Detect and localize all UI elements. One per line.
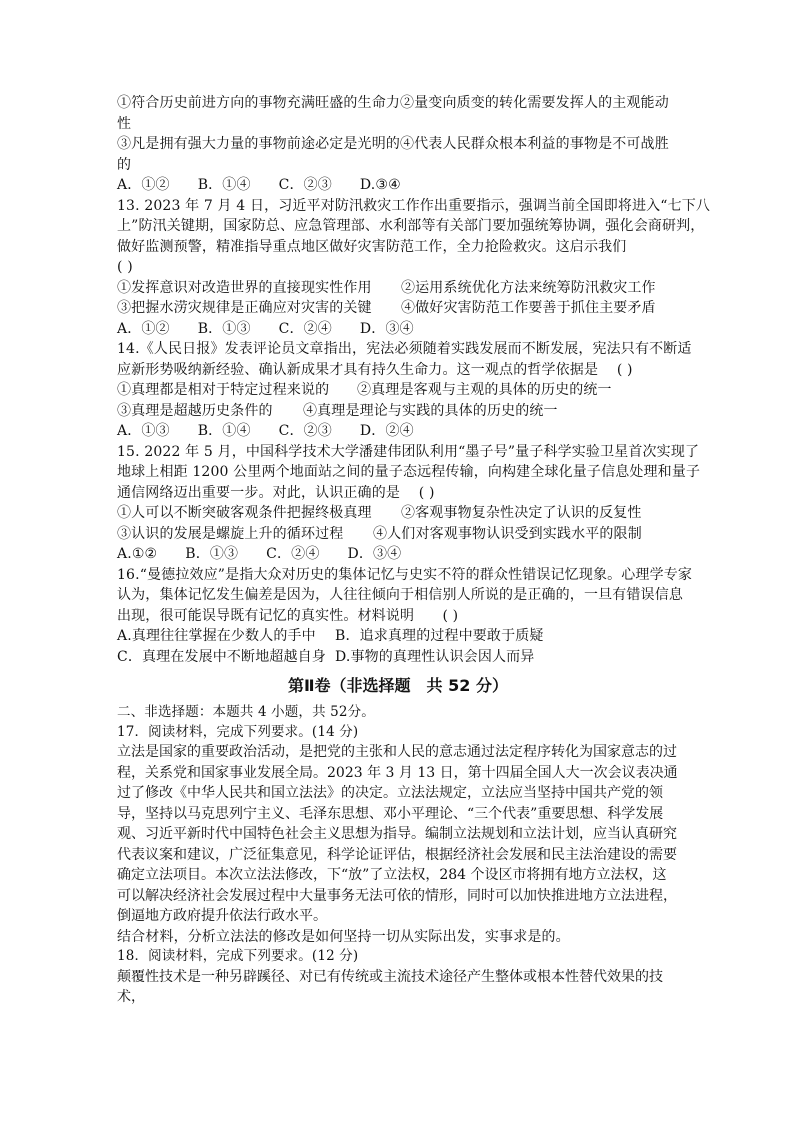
statement-4: ④人们对客观事物认识受到实践水平的限制: [373, 525, 642, 542]
statement-1: ①发挥意识对改造世界的直接现实性作用: [117, 279, 372, 296]
option-a: A．①②: [117, 177, 170, 193]
question-text: 通信网络迈出重要一步。对此，认识正确的是 ( ): [117, 484, 435, 501]
answer-options: [117, 319, 679, 340]
question-text: 出现，很可能误导既有记忆的真实性。材料说明 ( ): [117, 607, 459, 624]
answer-options: [117, 544, 679, 565]
option-d: D．②④: [359, 423, 414, 439]
statement-2: ②运用系统优化方法来统筹防汛救灾工作: [401, 279, 656, 296]
question-12-statements: [117, 93, 679, 196]
statement-line: 的: [117, 156, 132, 173]
options-row: [117, 647, 679, 668]
statement-2: ②客观事物复杂性决定了认识的反复性: [401, 505, 642, 521]
option-a: A.真理往往掌握在少数人的手中: [117, 628, 316, 644]
question-text: 14.《人民日报》发表评论员文章指出，宪法必须随着实践发展而不断发展，宪法只有不断适: [117, 341, 692, 357]
statement-3: ③把握水涝灾规律是正确应对灾害的关键: [117, 300, 372, 316]
option-a: A．①③: [117, 423, 170, 439]
question-heading: 18．阅读材料，完成下列要求。(12 分): [117, 948, 359, 964]
question-14: [117, 339, 692, 442]
statement-1: ①人可以不断突破客观条件把握终极真理: [117, 505, 372, 521]
statements-row: [117, 503, 679, 524]
answer-blank: ( ): [117, 259, 133, 275]
statement-3: ③认识的发展是螺旋上升的循环过程: [117, 525, 344, 542]
option-b: B．追求真理的过程中要敢于质疑: [335, 628, 544, 644]
option-d: D．③④: [359, 320, 414, 337]
statement-line: ③凡是拥有强大力量的事物前途必定是光明的④代表人民群众根本利益的事物是不可战胜: [117, 136, 669, 152]
material-paragraph: 立法是国家的重要政治活动，是把党的主张和人民的意志通过法定程序转化为国家意志的过程，关系党和国家事业发展全局。2023 年 3 月 13 日，第十四届全国人大一次会议表决通过了修改《中华人民共和国立法法》的决定。立法法规定，立法应当坚持中国共产党的领导，坚持以马克思列宁主义、毛泽东思想、邓小平理论、“三个代表”重要思想、科学发展观、习近平新时代中国特色社会主义思想为指导。编制立法规划和立法计划，应当认真研究代表议案和建议，广泛征集意见，科学论证评估，根据经济社会发展和民主法治建设的需要确定立法项目。本次立法法修改，下“放”了立法权，284 个设区市将拥有地方立法权，这可以解决经济社会发展过程中大量事务无法可依的情形，同时可以加快推进地方立法进程，倒逼地方政府提升依法行政水平。: [117, 744, 678, 924]
statements-row: [117, 524, 679, 545]
section-title: 第Ⅱ卷（非选择题 共 52 分）: [288, 676, 508, 695]
statements-row: [117, 298, 679, 319]
question-task: 结合材料，分析立法法的修改是如何坚持一切从实际出发，实事求是的。: [117, 928, 570, 945]
question-15: [117, 442, 701, 565]
question-text: 认为，集体记忆发生偏差是因为，人往往倾向于相信别人所说的是正确的，一旦有错误信息: [117, 587, 683, 603]
option-b: B．①③: [185, 546, 239, 562]
statement-2: ②真理是客观与主观的具体的历史的统一: [357, 382, 612, 398]
statement-line: 性: [117, 115, 132, 132]
statements-row: [117, 401, 679, 422]
statements-row: [117, 380, 679, 401]
option-b: B．①④: [197, 423, 251, 439]
statement-1: ①真理都是相对于特定过程来说的: [117, 382, 330, 398]
statement-3: ③真理是超越历史条件的: [117, 402, 273, 419]
option-c: C．真理在发展中不断地超越自身: [117, 648, 326, 665]
option-a: A.①②: [117, 546, 158, 562]
question-16: [117, 565, 693, 668]
option-d: D．③④: [347, 546, 402, 562]
question-text: 15. 2022 年 5 月，中国科学技术大学潘建伟团队利用“墨子号”量子科学实验卫星首次实现了: [117, 443, 700, 460]
option-c: C．②④: [278, 320, 332, 337]
material-paragraph: 颠覆性技术是一种另辟蹊径、对已有传统或主流技术途径产生整体或根本性替代效果的技术，: [117, 968, 663, 1005]
question-text: 上”防汛关键期，国家防总、应急管理部、水利部等有关部门要加强统筹协调，强化会商研判，: [117, 218, 705, 234]
option-d: D.事物的真理性认识会因人而异: [335, 648, 535, 665]
section-intro: 二、非选择题：本题共 4 小题，共 52分。: [117, 704, 375, 720]
option-c: C．②④: [266, 546, 320, 562]
question-text: 地球上相距 1200 公里两个地面站之间的量子态远程传输，向构建全球化量子信息处理和量子: [117, 464, 701, 480]
statement-4: ④做好灾害防范工作要善于抓住主要矛盾: [401, 300, 656, 316]
option-d: D.③④: [359, 177, 401, 193]
question-text: 16.“曼德拉效应”是指大众对历史的集体记忆与史实不符的群众性错误记忆现象。心理学专家: [117, 566, 693, 583]
question-heading: 17．阅读材料，完成下列要求。(14 分): [117, 723, 359, 740]
option-b: B．①④: [197, 177, 251, 193]
option-b: B．①③: [197, 320, 251, 337]
statements-row: [117, 278, 679, 299]
statement-line: ①符合历史前进方向的事物充满旺盛的生命力②量变向质变的转化需要发挥人的主观能动: [117, 95, 669, 111]
option-a: A．①②: [117, 320, 170, 337]
options-row: [117, 626, 679, 647]
option-c: C．②③: [278, 177, 332, 193]
question-18: [117, 947, 679, 1008]
statement-4: ④真理是理论与实践的具体的历史的统一: [303, 402, 558, 419]
question-13: [117, 196, 711, 340]
question-17: [117, 723, 679, 948]
answer-options: [117, 175, 679, 196]
exam-page: [117, 93, 711, 1008]
question-text: 13. 2023 年 7 月 4 日，习近平对防汛救灾工作作出重要指示，强调当前全国即将进入“七下八: [117, 197, 711, 214]
question-text: 做好监测预警，精准指导重点地区做好灾害防范工作，全力抢险救灾。这启示我们: [117, 238, 627, 255]
option-c: C．②③: [278, 423, 332, 439]
question-text: 应新形势吸纳新经验、确认新成果才具有持久生命力。这一观点的哲学依据是 ( ): [117, 361, 633, 378]
answer-options: [117, 421, 679, 442]
